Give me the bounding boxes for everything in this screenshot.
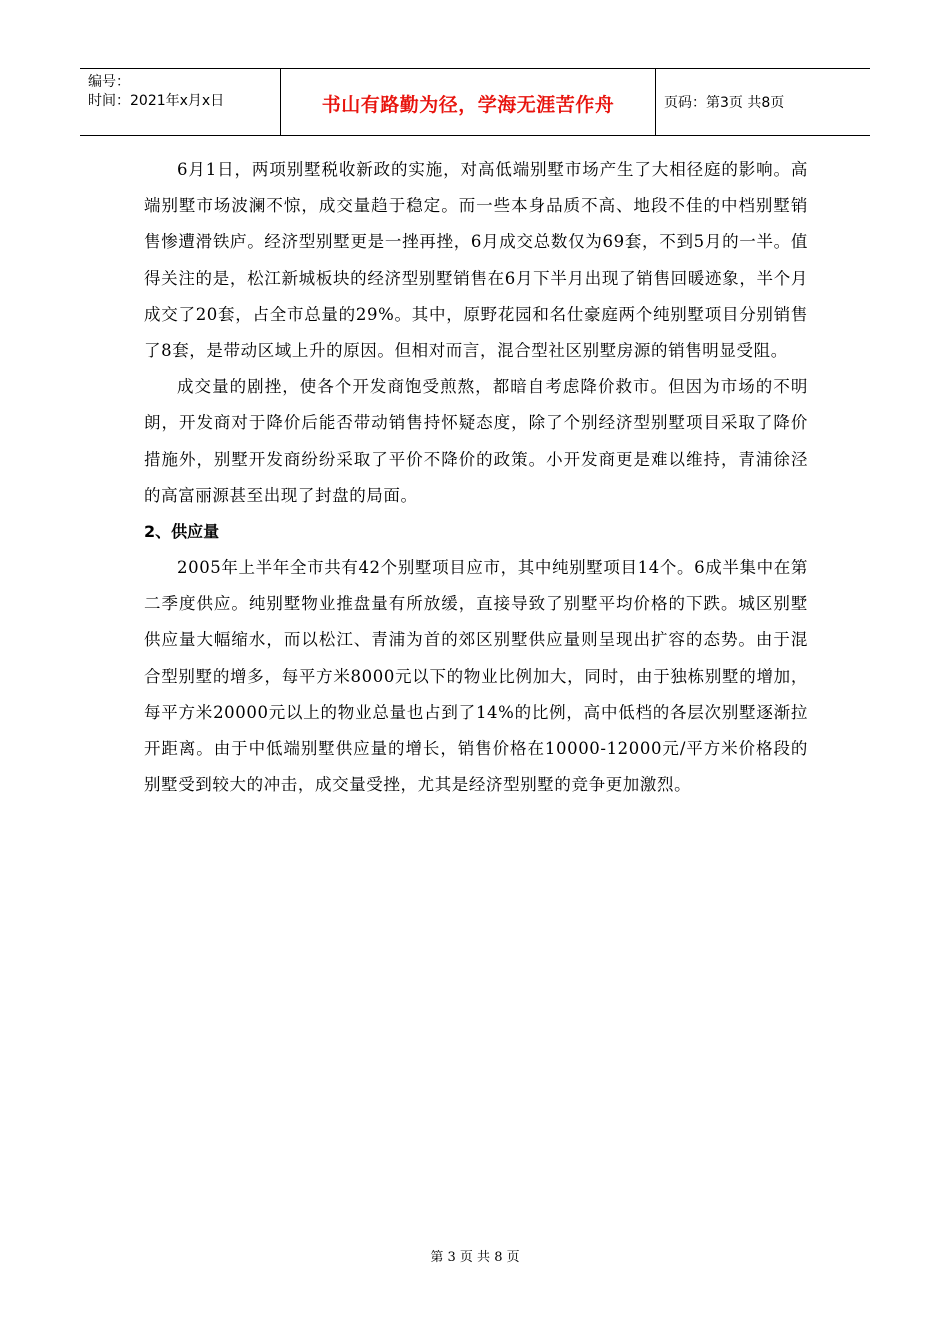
header-page-code: 页码：第3页 共8页 xyxy=(664,95,785,111)
document-header xyxy=(80,68,870,136)
header-motto-cell xyxy=(281,69,656,135)
doc-number-label: 编号： xyxy=(88,74,130,90)
header-page-cell xyxy=(656,69,870,135)
doc-time-label: 时间：2021年x月x日 xyxy=(88,93,225,109)
header-motto: 书山有路勤为径，学海无涯苦作舟 xyxy=(321,93,615,116)
supply-paragraph: 2005年上半年全市共有42个别墅项目应市，其中纯别墅项目14个。6成半集中在第二季度供应。纯别墅物业推盘量有所放缓，直接导致了别墅平均价格的下跌。城区别墅供应量大幅缩水，而以松江、青浦为首的郊区别墅供应量则呈现出扩容的态势。由于混合型别墅的增多，每平方米8000元以下的物业比例加大，同时，由于独栋别墅的增加，每平方米20000元以上的物业总量也占到了14%的比例，高中低档的各层次别墅逐渐拉开距离。由于中低端别墅供应量的增长，销售价格在10000-12000元/平方米价格段的别墅受到较大的冲击，成交量受挫，尤其是经济型别墅的竞争更加激烈。 xyxy=(144,558,808,795)
section-heading: 2、供应量 xyxy=(144,522,220,542)
header-info-cell xyxy=(80,69,281,135)
body-paragraph: 6月1日，两项别墅税收新政的实施，对高低端别墅市场产生了大相径庭的影响。高端别墅市场波澜不惊，成交量趋于稳定。而一些本身品质不高、地段不佳的中档别墅销售惨遭滑铁庐。经济型别墅更是一挫再挫，6月成交总数仅为69套，不到5月的一半。值得关注的是，松江新城板块的经济型别墅销售在6月下半月出现了销售回暖迹象，半个月成交了20套，占全市总量的29%。其中，原野花园和名仕豪庭两个纯别墅项目分别销售了8套，是带动区域上升的原因。但相对而言，混合型社区别墅房源的销售明显受阻。 xyxy=(144,160,808,361)
body-paragraph: 成交量的剧挫，使各个开发商饱受煎熬，都暗自考虑降价救市。但因为市场的不明朗，开发商对于降价后能否带动销售持怀疑态度，除了个别经济型别墅项目采取了降价措施外，别墅开发商纷纷采取了平价不降价的政策。小开发商更是难以维持，青浦徐泾的高富丽源甚至出现了封盘的局面。 xyxy=(144,377,808,505)
document-body xyxy=(144,152,808,803)
page-footer: 第 3 页 共 8 页 xyxy=(430,1250,520,1265)
